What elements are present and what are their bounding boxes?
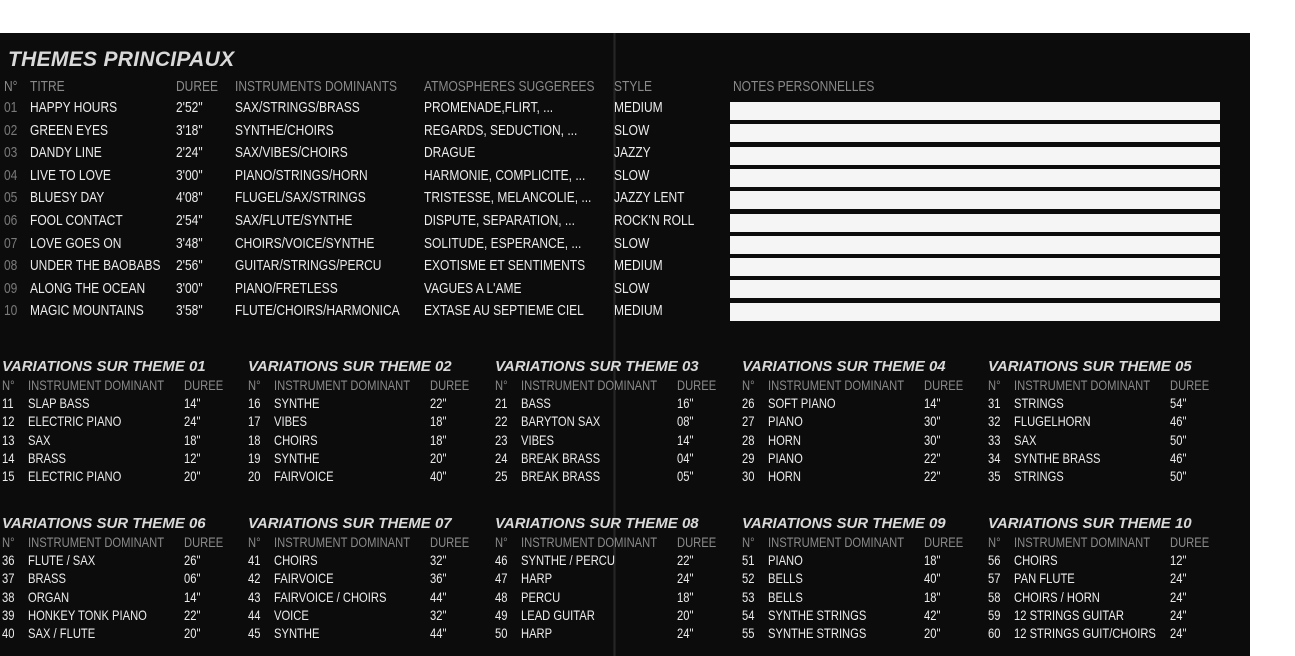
variation-title: VARIATIONS SUR THEME 03	[495, 358, 699, 375]
variation-cell-num: 12	[2, 413, 15, 430]
cell-num: 08	[4, 257, 18, 275]
variation-header-instrument: INSTRUMENT DOMINANT	[28, 534, 165, 550]
cell-atmosphere: PROMENADE,FLIRT, ...	[424, 99, 554, 116]
variation-header-instrument: INSTRUMENT DOMINANT	[1014, 377, 1151, 393]
variation-cell-num: 16	[248, 395, 261, 411]
variation-header-duration: DUREE	[1170, 377, 1210, 393]
variation-cell-duration: 40"	[924, 570, 941, 587]
variation-cell-instrument: SAX / FLUTE	[28, 625, 96, 642]
variation-cell-instrument: BARYTON SAX	[521, 413, 601, 430]
variation-cell-num: 48	[495, 588, 508, 605]
variation-cell-num: 55	[742, 625, 755, 642]
cell-instruments: SAX/FLUTE/SYNTHE	[235, 212, 353, 229]
cell-style: SLOW	[614, 234, 650, 252]
variation-cell-instrument: SYNTHE STRINGS	[768, 625, 867, 642]
variation-cell-num: 33	[988, 431, 1001, 448]
variation-cell-instrument: SAX	[28, 431, 51, 448]
cell-duration: 3'00"	[176, 166, 203, 184]
variation-cell-duration: 22"	[430, 395, 447, 411]
header-notes: NOTES PERSONNELLES	[733, 78, 875, 95]
cell-style: SLOW	[614, 121, 650, 139]
variation-cell-duration: 32"	[430, 606, 447, 623]
variation-cell-duration: 24"	[1170, 625, 1187, 642]
note-line[interactable]	[730, 102, 1220, 120]
variation-header-instrument: INSTRUMENT DOMINANT	[521, 377, 658, 393]
variation-title: VARIATIONS SUR THEME 08	[495, 515, 699, 532]
cell-instruments: FLUGEL/SAX/STRINGS	[235, 189, 366, 207]
variation-header-instrument: INSTRUMENT DOMINANT	[274, 377, 411, 393]
personal-notes-area[interactable]	[730, 101, 1220, 322]
variation-cell-num: 19	[248, 449, 261, 466]
variation-cell-instrument: STRINGS	[1014, 468, 1064, 485]
variation-cell-instrument: PIANO	[768, 552, 803, 568]
note-line[interactable]	[730, 124, 1220, 142]
variation-title: VARIATIONS SUR THEME 04	[742, 358, 946, 375]
variation-cell-num: 54	[742, 606, 755, 623]
variation-cell-num: 31	[988, 395, 1001, 411]
variation-cell-num: 38	[2, 588, 15, 605]
variation-cell-instrument: BRASS	[28, 449, 66, 466]
cell-style: JAZZY	[614, 144, 651, 162]
cell-atmosphere: TRISTESSE, MELANCOLIE, ...	[424, 189, 592, 207]
variation-cell-instrument: ORGAN	[28, 588, 70, 605]
cell-style: MEDIUM	[614, 257, 663, 275]
variation-cell-num: 42	[248, 570, 261, 587]
note-line[interactable]	[730, 214, 1220, 232]
variation-cell-num: 11	[2, 395, 14, 411]
cell-atmosphere: EXTASE AU SEPTIEME CIEL	[424, 302, 584, 320]
cell-title: ALONG THE OCEAN	[30, 279, 146, 297]
variation-cell-num: 22	[495, 413, 508, 430]
variation-header-num: N°	[2, 377, 15, 393]
variation-cell-num: 36	[2, 552, 15, 568]
variation-cell-instrument: SYNTHE STRINGS	[768, 606, 867, 623]
variation-cell-num: 45	[248, 625, 261, 642]
variation-cell-duration: 18"	[924, 588, 941, 605]
variation-cell-duration: 05"	[677, 468, 694, 485]
variation-cell-duration: 06"	[184, 570, 201, 587]
variation-cell-instrument: BELLS	[768, 588, 803, 605]
variation-header-num: N°	[988, 377, 1001, 393]
note-line[interactable]	[730, 191, 1220, 209]
variation-header-duration: DUREE	[924, 534, 964, 550]
variation-cell-num: 53	[742, 588, 755, 605]
variation-cell-duration: 20"	[184, 625, 201, 642]
variation-cell-duration: 22"	[924, 468, 941, 485]
cell-title: MAGIC MOUNTAINS	[30, 302, 144, 320]
variation-cell-instrument: SYNTHE	[274, 395, 320, 411]
variation-cell-instrument: CHOIRS / HORN	[1014, 588, 1100, 605]
variation-cell-instrument: FLUTE / SAX	[28, 552, 96, 568]
note-line[interactable]	[730, 258, 1220, 276]
variation-block	[2, 515, 242, 645]
variation-cell-instrument: CHOIRS	[1014, 552, 1058, 568]
cell-num: 01	[4, 99, 18, 116]
cell-style: MEDIUM	[614, 302, 663, 320]
variation-cell-num: 13	[2, 431, 15, 448]
variation-cell-duration: 44"	[430, 588, 447, 605]
variation-cell-num: 28	[742, 431, 755, 448]
cell-instruments: SAX/STRINGS/BRASS	[235, 99, 360, 116]
variation-cell-duration: 18"	[184, 431, 201, 448]
cell-atmosphere: HARMONIE, COMPLICITE, ...	[424, 166, 586, 184]
variation-header-instrument: INSTRUMENT DOMINANT	[1014, 534, 1151, 550]
variation-cell-duration: 30"	[924, 431, 941, 448]
variation-cell-duration: 18"	[430, 431, 447, 448]
variation-cell-instrument: 12 STRINGS GUIT/CHOIRS	[1014, 625, 1156, 642]
cell-title: HAPPY HOURS	[30, 99, 118, 116]
variation-cell-num: 26	[742, 395, 755, 411]
variation-cell-instrument: HORN	[768, 431, 801, 448]
cell-instruments: GUITAR/STRINGS/PERCU	[235, 257, 382, 275]
variation-cell-instrument: SYNTHE BRASS	[1014, 449, 1101, 466]
cell-instruments: CHOIRS/VOICE/SYNTHE	[235, 234, 375, 252]
cell-duration: 3'00"	[176, 279, 203, 297]
variation-cell-duration: 12"	[1170, 552, 1187, 568]
variation-header-duration: DUREE	[184, 534, 224, 550]
cell-duration: 3'58"	[176, 302, 203, 320]
variation-cell-instrument: SAX	[1014, 431, 1037, 448]
cell-num: 02	[4, 121, 18, 139]
variation-cell-instrument: FAIRVOICE	[274, 468, 334, 485]
cell-duration: 4'08"	[176, 189, 203, 207]
variation-cell-num: 39	[2, 606, 15, 623]
variation-cell-instrument: VOICE	[274, 606, 309, 623]
cell-num: 03	[4, 144, 18, 162]
cell-style: JAZZY LENT	[614, 189, 685, 207]
variation-cell-instrument: BELLS	[768, 570, 803, 587]
variation-cell-instrument: PIANO	[768, 413, 803, 430]
variation-cell-instrument: FLUGELHORN	[1014, 413, 1091, 430]
header-num: N°	[4, 78, 18, 95]
variation-cell-num: 29	[742, 449, 755, 466]
variation-cell-instrument: SYNTHE	[274, 449, 320, 466]
cell-duration: 2'54"	[176, 212, 203, 229]
note-line[interactable]	[730, 147, 1220, 165]
cell-num: 10	[4, 302, 18, 320]
variation-block	[2, 358, 242, 488]
cell-style: SLOW	[614, 279, 650, 297]
variation-cell-num: 24	[495, 449, 508, 466]
variation-cell-num: 44	[248, 606, 261, 623]
variation-header-num: N°	[248, 534, 261, 550]
variation-cell-duration: 20"	[924, 625, 941, 642]
variation-cell-duration: 22"	[677, 552, 694, 568]
cell-duration: 3'18"	[176, 121, 203, 139]
variation-cell-num: 18	[248, 431, 261, 448]
variation-title: VARIATIONS SUR THEME 01	[2, 358, 206, 375]
variation-cell-instrument: ELECTRIC PIANO	[28, 468, 122, 485]
cell-style: MEDIUM	[614, 99, 663, 116]
variation-block	[742, 515, 982, 645]
variation-cell-duration: 22"	[184, 606, 201, 623]
variation-block	[248, 358, 488, 488]
variation-cell-instrument: HARP	[521, 570, 553, 587]
note-line[interactable]	[730, 303, 1220, 321]
variation-cell-instrument: HONKEY TONK PIANO	[28, 606, 147, 623]
variation-cell-duration: 14"	[677, 431, 694, 448]
variation-cell-duration: 18"	[677, 588, 694, 605]
cell-atmosphere: SOLITUDE, ESPERANCE, ...	[424, 234, 582, 252]
variation-cell-instrument: FAIRVOICE	[274, 570, 334, 587]
variation-cell-instrument: CHOIRS	[274, 552, 318, 568]
variation-title: VARIATIONS SUR THEME 05	[988, 358, 1192, 375]
cell-num: 04	[4, 166, 18, 184]
header-duration: DUREE	[176, 78, 219, 95]
variation-cell-duration: 24"	[1170, 570, 1187, 587]
booklet-sheet	[0, 33, 1250, 656]
variation-cell-duration: 32"	[430, 552, 447, 568]
main-themes-title: THEMES PRINCIPAUX	[8, 48, 235, 71]
cell-atmosphere: DRAGUE	[424, 144, 476, 162]
variation-cell-num: 43	[248, 588, 261, 605]
variation-cell-instrument: FAIRVOICE / CHOIRS	[274, 588, 387, 605]
variation-cell-num: 14	[2, 449, 15, 466]
variation-cell-instrument: CHOIRS	[274, 431, 318, 448]
variation-cell-num: 20	[248, 468, 261, 485]
header-atmospheres: ATMOSPHERES SUGGEREES	[424, 78, 595, 95]
variation-cell-instrument: LEAD GUITAR	[521, 606, 595, 623]
cell-title: UNDER THE BAOBABS	[30, 257, 161, 275]
variation-header-num: N°	[495, 377, 508, 393]
variation-cell-num: 17	[248, 413, 261, 430]
cell-instruments: SYNTHE/CHOIRS	[235, 121, 334, 139]
header-instruments: INSTRUMENTS DOMINANTS	[235, 78, 397, 95]
variation-header-duration: DUREE	[1170, 534, 1210, 550]
variation-cell-duration: 18"	[924, 552, 941, 568]
variation-block	[248, 515, 488, 645]
variation-cell-instrument: SYNTHE / PERCU	[521, 552, 615, 568]
variation-header-duration: DUREE	[430, 534, 470, 550]
variation-cell-instrument: BRASS	[28, 570, 66, 587]
variation-cell-instrument: BREAK BRASS	[521, 449, 601, 466]
variation-cell-duration: 54"	[1170, 395, 1187, 411]
variation-cell-duration: 46"	[1170, 413, 1187, 430]
variation-cell-instrument: SLAP BASS	[28, 395, 90, 411]
variation-cell-num: 30	[742, 468, 755, 485]
variation-title: VARIATIONS SUR THEME 07	[248, 515, 452, 532]
note-line[interactable]	[730, 169, 1220, 187]
note-line[interactable]	[730, 280, 1220, 298]
variation-cell-duration: 42"	[924, 606, 941, 623]
cell-style: ROCK'N ROLL	[614, 212, 695, 229]
variation-cell-duration: 14"	[184, 588, 201, 605]
variation-cell-instrument: SOFT PIANO	[768, 395, 836, 411]
cell-instruments: PIANO/STRINGS/HORN	[235, 166, 368, 184]
variation-header-duration: DUREE	[677, 377, 717, 393]
variation-cell-duration: 24"	[677, 570, 694, 587]
variation-cell-duration: 40"	[430, 468, 447, 485]
cell-title: FOOL CONTACT	[30, 212, 123, 229]
variation-header-num: N°	[2, 534, 15, 550]
variation-cell-num: 41	[248, 552, 261, 568]
variation-cell-num: 21	[495, 395, 508, 411]
variation-cell-num: 59	[988, 606, 1001, 623]
cell-instruments: FLUTE/CHOIRS/HARMONICA	[235, 302, 400, 320]
variation-cell-duration: 08"	[677, 413, 694, 430]
variation-cell-instrument: HORN	[768, 468, 801, 485]
variation-cell-duration: 12"	[184, 449, 201, 466]
variation-cell-num: 49	[495, 606, 508, 623]
cell-num: 05	[4, 189, 18, 207]
variation-header-instrument: INSTRUMENT DOMINANT	[768, 377, 905, 393]
variation-cell-duration: 18"	[430, 413, 447, 430]
variation-cell-instrument: VIBES	[274, 413, 307, 430]
cell-num: 07	[4, 234, 18, 252]
variation-cell-num: 60	[988, 625, 1001, 642]
cell-num: 06	[4, 212, 18, 229]
variation-header-num: N°	[742, 377, 755, 393]
variation-cell-instrument: SYNTHE	[274, 625, 320, 642]
variation-cell-duration: 20"	[184, 468, 201, 485]
variation-cell-duration: 24"	[1170, 606, 1187, 623]
cell-duration: 2'52"	[176, 99, 203, 116]
variation-cell-num: 46	[495, 552, 508, 568]
variation-title: VARIATIONS SUR THEME 10	[988, 515, 1192, 532]
variation-cell-duration: 36"	[430, 570, 447, 587]
variation-header-num: N°	[742, 534, 755, 550]
variation-header-instrument: INSTRUMENT DOMINANT	[274, 534, 411, 550]
variation-cell-duration: 04"	[677, 449, 694, 466]
variation-cell-duration: 24"	[184, 413, 201, 430]
variation-cell-duration: 26"	[184, 552, 201, 568]
variation-cell-instrument: VIBES	[521, 431, 554, 448]
cell-instruments: SAX/VIBES/CHOIRS	[235, 144, 348, 162]
variation-cell-instrument: BASS	[521, 395, 551, 411]
variation-cell-num: 57	[988, 570, 1001, 587]
variation-header-instrument: INSTRUMENT DOMINANT	[768, 534, 905, 550]
variation-cell-instrument: PERCU	[521, 588, 561, 605]
variation-cell-duration: 22"	[924, 449, 941, 466]
variation-block	[742, 358, 982, 488]
variation-cell-num: 35	[988, 468, 1001, 485]
variation-cell-num: 25	[495, 468, 508, 485]
cell-instruments: PIANO/FRETLESS	[235, 279, 338, 297]
variation-cell-num: 52	[742, 570, 755, 587]
variation-header-duration: DUREE	[184, 377, 224, 393]
cell-duration: 3'48"	[176, 234, 203, 252]
variation-cell-instrument: HARP	[521, 625, 553, 642]
variation-block	[988, 515, 1228, 645]
variation-cell-duration: 14"	[184, 395, 201, 411]
cell-title: GREEN EYES	[30, 121, 109, 139]
variation-block	[495, 515, 735, 645]
variation-cell-num: 51	[742, 552, 755, 568]
cell-atmosphere: VAGUES A L'AME	[424, 279, 522, 297]
variation-cell-duration: 20"	[677, 606, 694, 623]
variation-cell-instrument: PAN FLUTE	[1014, 570, 1075, 587]
variation-title: VARIATIONS SUR THEME 09	[742, 515, 946, 532]
variation-cell-duration: 50"	[1170, 468, 1187, 485]
variation-cell-instrument: PIANO	[768, 449, 803, 466]
variation-header-num: N°	[495, 534, 508, 550]
variation-header-duration: DUREE	[924, 377, 964, 393]
variation-header-instrument: INSTRUMENT DOMINANT	[521, 534, 658, 550]
cell-title: BLUESY DAY	[30, 189, 105, 207]
cell-duration: 2'24"	[176, 144, 203, 162]
header-style: STYLE	[614, 78, 653, 95]
variation-header-duration: DUREE	[430, 377, 470, 393]
cell-atmosphere: REGARDS, SEDUCTION, ...	[424, 121, 578, 139]
variation-cell-duration: 30"	[924, 413, 941, 430]
cell-title: DANDY LINE	[30, 144, 102, 162]
variation-cell-num: 23	[495, 431, 508, 448]
cell-atmosphere: EXOTISME ET SENTIMENTS	[424, 257, 586, 275]
variation-header-duration: DUREE	[677, 534, 717, 550]
variation-cell-num: 56	[988, 552, 1001, 568]
variation-cell-instrument: BREAK BRASS	[521, 468, 601, 485]
variation-cell-num: 50	[495, 625, 508, 642]
variation-block	[988, 358, 1228, 488]
variation-cell-num: 34	[988, 449, 1001, 466]
variation-cell-num: 47	[495, 570, 508, 587]
variation-cell-num: 58	[988, 588, 1001, 605]
variation-header-num: N°	[988, 534, 1001, 550]
variation-cell-num: 37	[2, 570, 15, 587]
variation-cell-instrument: STRINGS	[1014, 395, 1064, 411]
variation-cell-duration: 46"	[1170, 449, 1187, 466]
variation-cell-duration: 20"	[430, 449, 447, 466]
cell-num: 09	[4, 279, 18, 297]
variation-cell-num: 27	[742, 413, 755, 430]
header-title: TITRE	[30, 78, 65, 95]
variation-cell-duration: 24"	[1170, 588, 1187, 605]
variation-cell-instrument: ELECTRIC PIANO	[28, 413, 122, 430]
variation-title: VARIATIONS SUR THEME 06	[2, 515, 206, 532]
cell-duration: 2'56"	[176, 257, 203, 275]
variation-cell-duration: 50"	[1170, 431, 1187, 448]
variation-cell-duration: 24"	[677, 625, 694, 642]
variation-cell-duration: 14"	[924, 395, 941, 411]
variation-cell-duration: 44"	[430, 625, 447, 642]
cell-title: LOVE GOES ON	[30, 234, 122, 252]
variation-cell-num: 32	[988, 413, 1001, 430]
variation-cell-duration: 16"	[677, 395, 694, 411]
cell-atmosphere: DISPUTE, SEPARATION, ...	[424, 212, 575, 229]
cell-style: SLOW	[614, 166, 650, 184]
note-line[interactable]	[730, 236, 1220, 254]
variation-header-num: N°	[248, 377, 261, 393]
variation-cell-instrument: 12 STRINGS GUITAR	[1014, 606, 1124, 623]
variation-cell-num: 15	[2, 468, 15, 485]
variation-header-instrument: INSTRUMENT DOMINANT	[28, 377, 165, 393]
variation-cell-num: 40	[2, 625, 15, 642]
variation-title: VARIATIONS SUR THEME 02	[248, 358, 452, 375]
variation-block	[495, 358, 735, 488]
cell-title: LIVE TO LOVE	[30, 166, 111, 184]
